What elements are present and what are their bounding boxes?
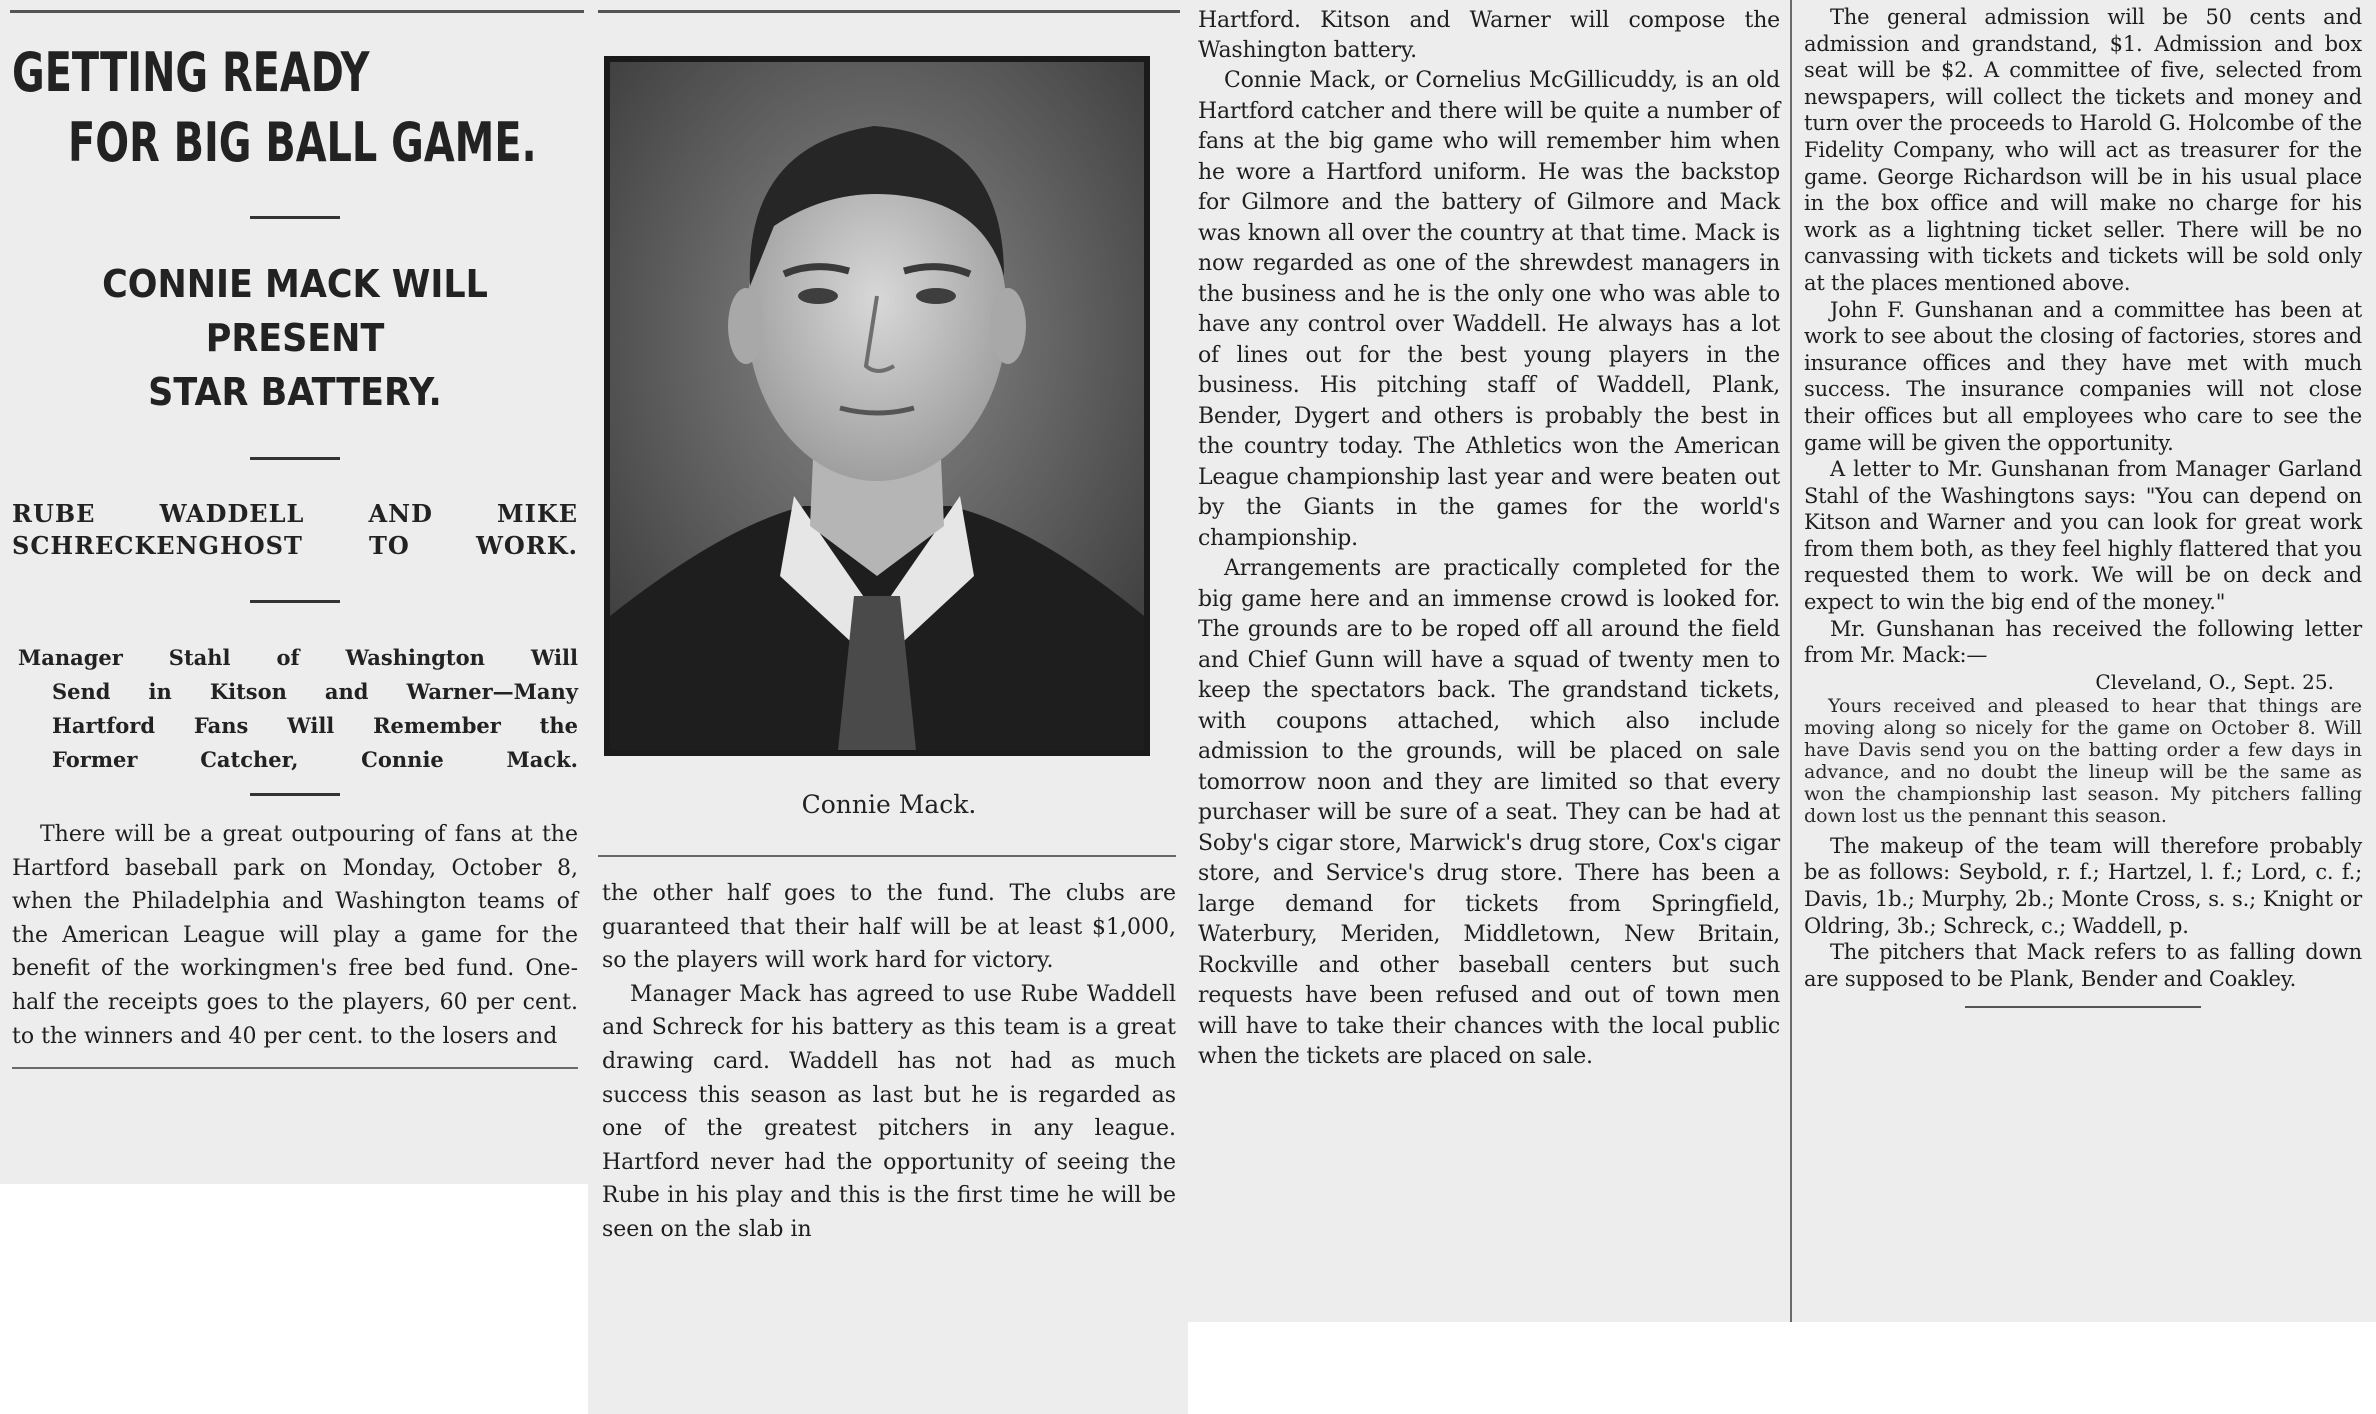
divider <box>250 793 340 796</box>
deck-line: Manager Stahl of Washington Will <box>18 645 578 670</box>
article-paragraph: The makeup of the team will therefore probably be as follows: Seybold, r. f.; Hartzel, l. f.; Lord, c. f.; Davis, 1b.; Murphy, 2b.; Monte Cross, s. s.; Knight or Oldring, 3b.; Schreck, c.; Waddell, p. <box>1804 833 2362 938</box>
divider <box>250 216 340 219</box>
article-paragraph: Arrangements are practically completed for the big game here and an immense crowd is looked for. The grounds are to be roped off all around the field and Chief Gunn will have a squad of twenty men to keep the spectators back. The grandstand tickets, with coupons attached, which also include admission to the grounds, will be placed on sale tomorrow noon and they are limited so that every purchaser will be sure of a seat. They can be had at Soby's cigar store, Marwick's drug store, Cox's cigar store, and Service's drug store. There has been a large demand for tickets from Springfield, Waterbury, Meriden, Middletown, New Britain, Rockville and other baseball centers but such requests have been refused and out of town men will have to take their chances with the local public when the tickets are placed on sale. <box>1198 556 1780 1069</box>
photo-caption: Connie Mack. <box>801 790 977 819</box>
portrait-image <box>604 56 1150 756</box>
article-paragraph: Hartford. Kitson and Warner will compose the Washington battery. <box>1198 8 1780 63</box>
end-rule <box>1965 1006 2201 1008</box>
divider <box>250 457 340 460</box>
article-paragraph: The general admission will be 50 cents and admission and grandstand, $1. Admission and box seat will be $2. A committee of five, selected from newspapers, will collect the tickets and money and turn over the proceeds to Harold G. Holcombe of the Fidelity Company, who will act as treasurer for the game. George Richardson will be in his usual place in the box office and will make no charge for his work as a lightning ticket seller. There will be no canvassing with tickets and tickets will be sold only at the places mentioned above. <box>1804 5 2362 295</box>
subhead-1: CONNIE MACK WILL PRESENT <box>102 262 488 360</box>
subhead-2: STAR BATTERY. <box>148 370 442 414</box>
article-paragraph: A letter to Mr. Gunshanan from Manager Garland Stahl of the Washingtons says: "You can depend on Kitson and Warner and you can look for great work from them both, as they feel highly flattered that you requested them to work. We will be on deck and expect to win the big end of the money." <box>1804 457 2362 615</box>
subhead-3-line-1: RUBE WADDELL AND MIKE <box>12 499 578 528</box>
deck-line: Send in Kitson and Warner—Many <box>52 679 578 704</box>
bottom-rule <box>12 1067 578 1069</box>
top-rule <box>10 10 584 13</box>
portrait-photo <box>604 56 1150 756</box>
headline-line-2: FOR BIG BALL GAME. <box>68 111 537 174</box>
letter-dateline: Cleveland, O., Sept. 25. <box>2095 669 2334 694</box>
article-paragraph: The pitchers that Mack refers to as falling down are supposed to be Plank, Bender and Coakley. <box>1804 940 2362 991</box>
top-rule <box>598 10 1180 13</box>
article-paragraph: There will be a great outpouring of fans at the Hartford baseball park on Monday, October 8, when the Philadelphia and Washington teams of the American League will play a game for the benefit of the workingmen's free bed fund. One-half the receipts goes to the players, 60 per cent. to the winners and 40 per cent. to the losers and <box>12 822 578 1049</box>
headline-line-1: GETTING READY <box>12 41 370 104</box>
article-paragraph: Connie Mack, or Cornelius McGillicuddy, is an old Hartford catcher and there will be quite a number of fans at the big game who will remember him when he wore a Hartford uniform. He was the backstop for Gilmore and the battery of Gilmore and Mack was known all over the country at that time. Mack is now regarded as one of the shrewdest managers in the business and he is the only one who was able to have any control over Waddell. He always has a lot of lines out for the best young players in the business. His pitching staff of Waddell, Plank, Bender, Dygert and others is probably the best in the country today. The Athletics won the American League championship last year and were beaten out by the Giants in the games for the world's championship. <box>1198 68 1780 551</box>
divider <box>250 600 340 603</box>
article-paragraph: Mr. Gunshanan has received the following letter from Mr. Mack:— <box>1804 616 2362 668</box>
column-2 <box>588 0 1188 1414</box>
deck-line: Former Catcher, Connie Mack. <box>52 747 578 772</box>
letter-text: Yours received and pleased to hear that things are moving along so nicely for the game on October 8. Will have Davis send you on the batting order a few days in advance, and no doubt the lineup will be the same as won the championship last season. My pitchers falling down lost us the pennant this season. <box>1804 694 2362 827</box>
subhead-3-line-2: SCHRECKENGHOST TO WORK. <box>12 531 578 560</box>
deck-line: Hartford Fans Will Remember the <box>52 713 578 738</box>
caption-rule <box>598 855 1176 857</box>
article-paragraph: the other half goes to the fund. The clubs are guaranteed that their half will be at least $1,000, so the players will work hard for victory. <box>602 881 1176 974</box>
column-4 <box>1790 0 2376 1322</box>
column-1 <box>0 0 588 1184</box>
column-3 <box>1188 0 1790 1322</box>
article-paragraph: John F. Gunshanan and a committee has been at work to see about the closing of factories, stores and insurance offices and they have met with much success. The insurance companies will not close their offices but all employees who care to see the game will be given the opportunity. <box>1804 297 2362 455</box>
deck <box>12 641 578 777</box>
article-paragraph: Manager Mack has agreed to use Rube Waddell and Schreck for his battery as this team is a great drawing card. Waddell has not had as much success this season as last but he is regarded as one of the greatest pitchers in any league. Hartford never had the opportunity of seeing the Rube in his play and this is the first time he will be seen on the slab in <box>602 981 1176 1242</box>
